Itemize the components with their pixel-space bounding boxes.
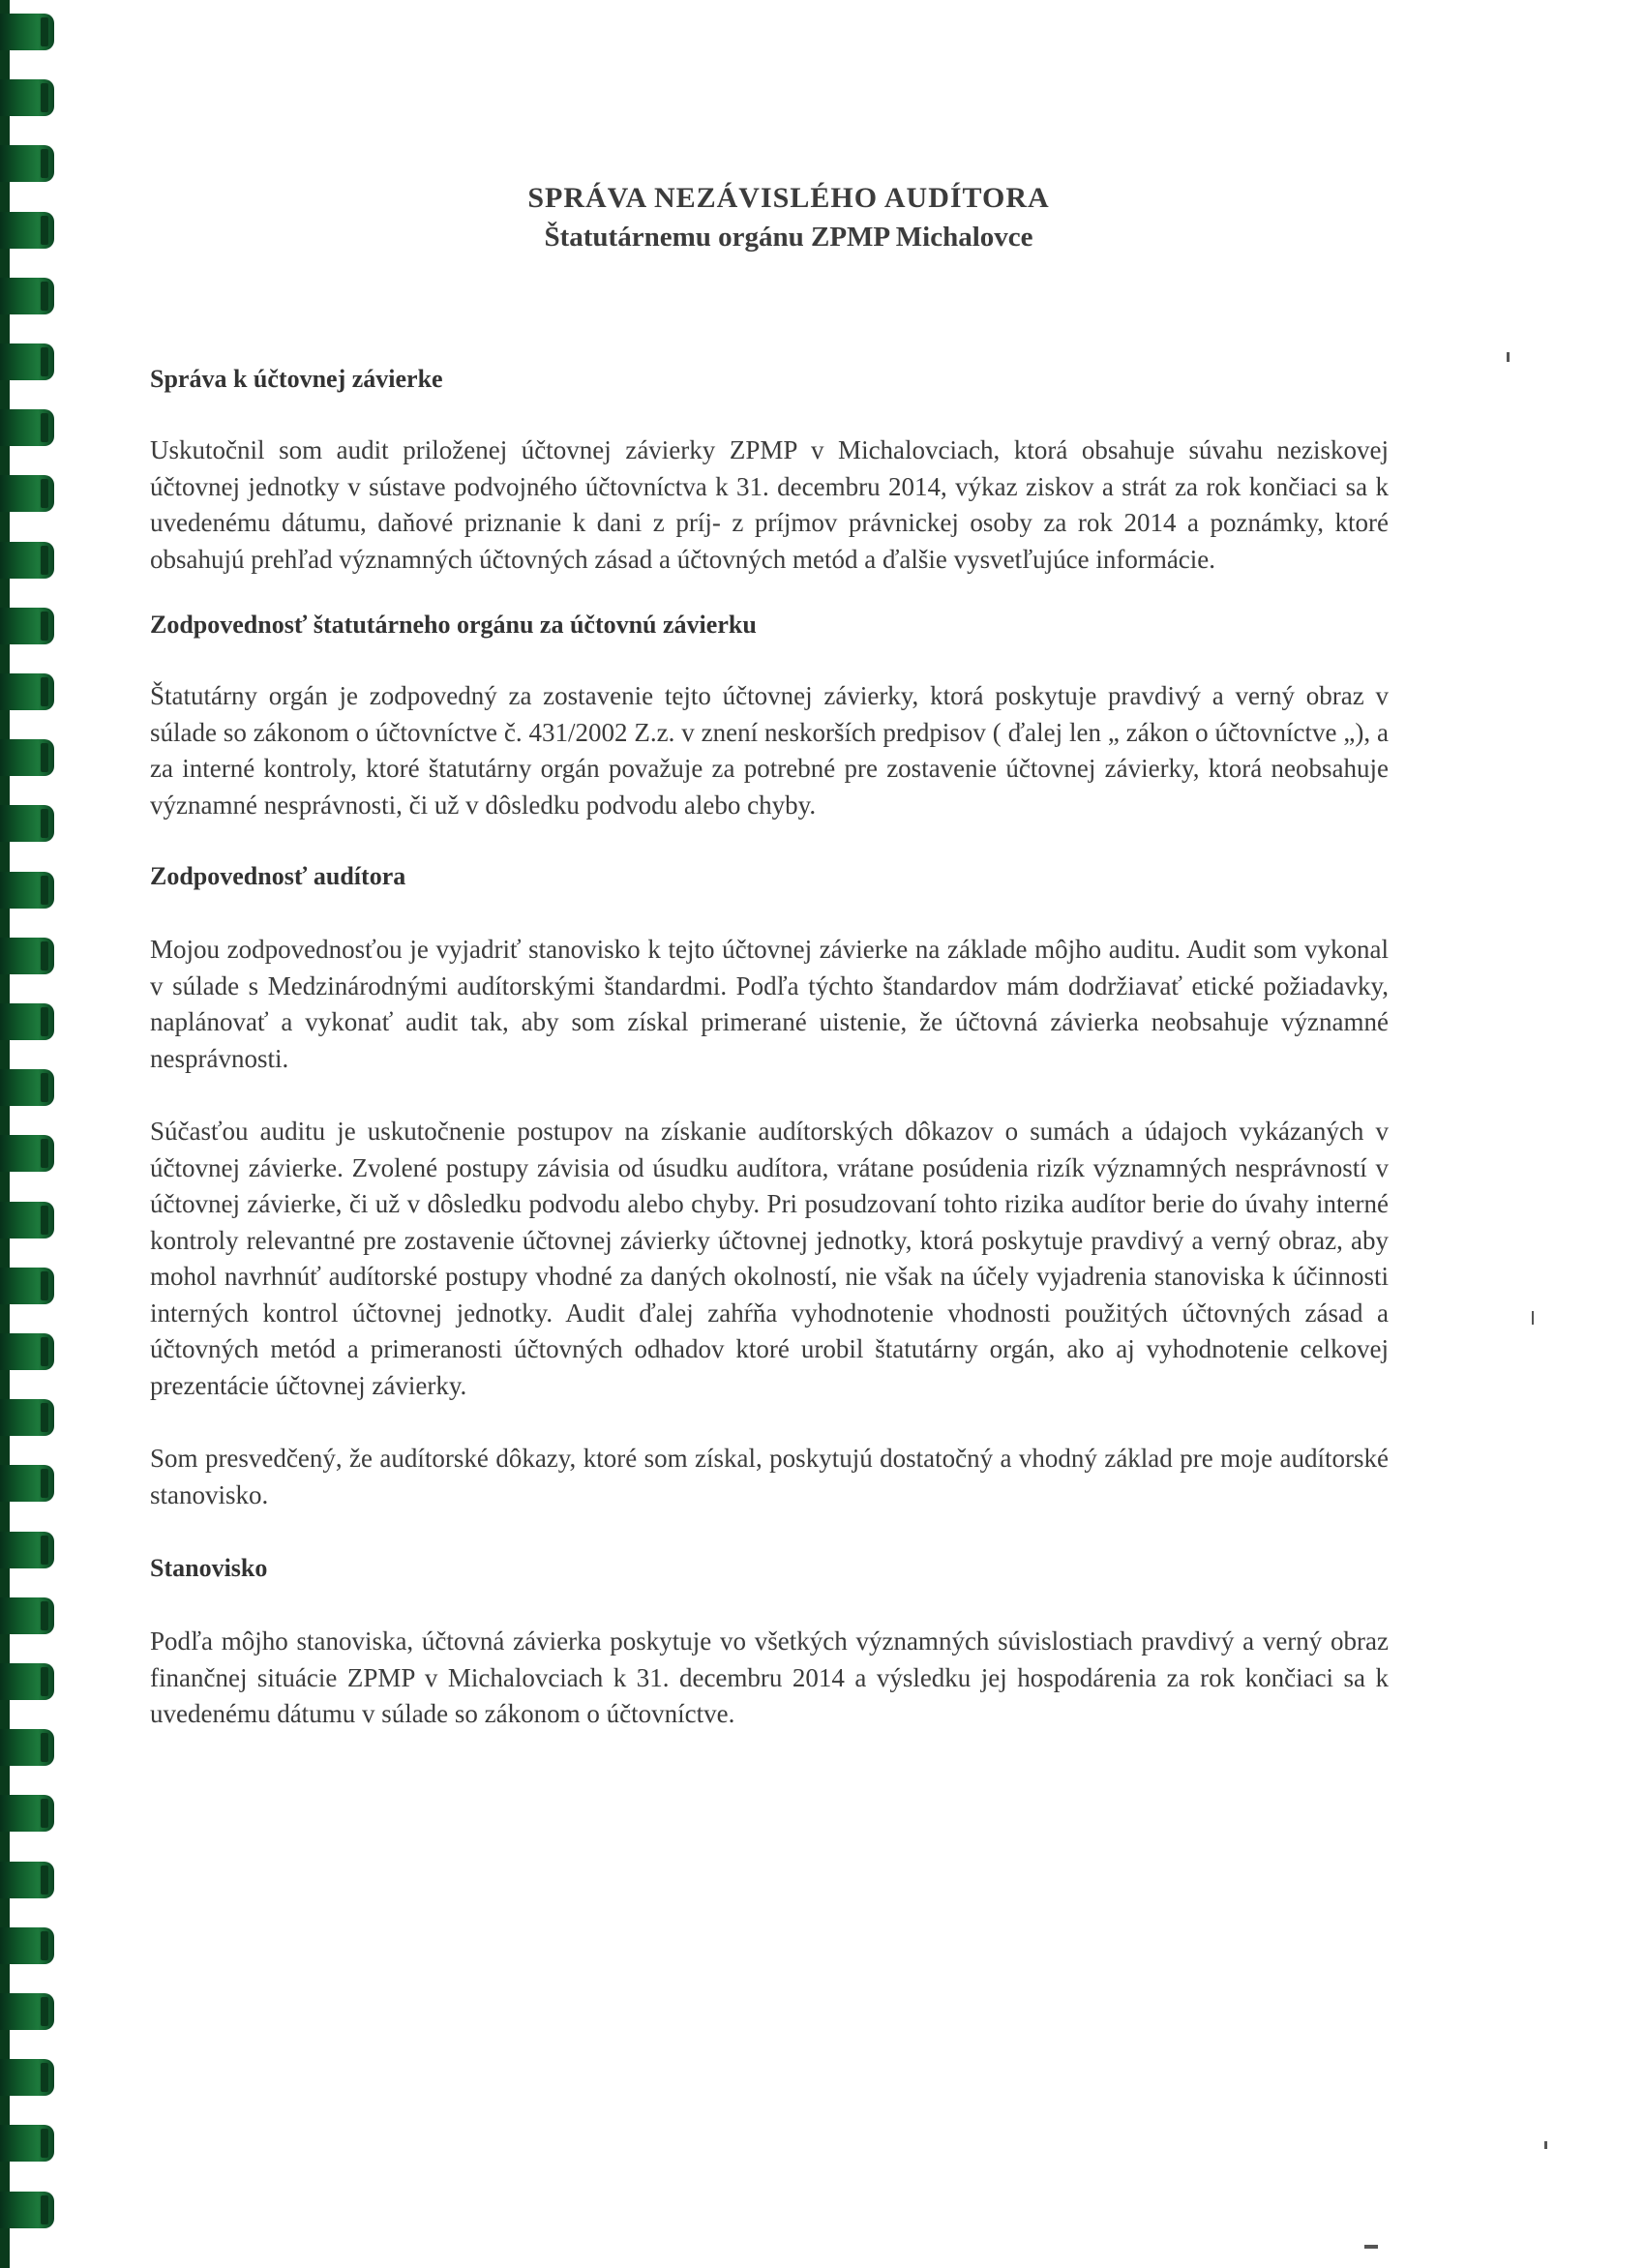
binding-ring	[0, 1268, 54, 1304]
binding-ring	[0, 1202, 54, 1238]
section-heading: Zodpovednosť štatutárneho orgánu za účtovnú závierku	[150, 611, 757, 639]
binding-ring	[0, 475, 54, 512]
binding-ring	[0, 1993, 54, 2030]
binding-ring	[0, 2059, 54, 2096]
binding-ring	[0, 1729, 54, 1766]
binding-ring	[0, 278, 54, 314]
binding-ring	[0, 2125, 54, 2162]
binding-ring	[0, 938, 54, 974]
binding-ring	[0, 212, 54, 249]
binding-ring	[0, 79, 54, 116]
scan-speck	[1364, 2245, 1378, 2249]
section-heading: Zodpovednosť audítora	[150, 862, 406, 890]
section-paragraph: Súčasťou auditu je uskutočnenie postupov na získanie audítorských dôkazov o sumách a údajoch vykázaných v účtovnej závierke. Zvolené postupy závisia od úsudku audítora, vrátane posúdenia rizík významných nesprávností v účtovnej závierke, či už v dôsledku podvodu alebo chyby. Pri posudzovaní tohto rizika audítor berie do úvahy interné kontroly relevantné pre zostavenie účtovnej závierky účtovnej jednotky, ktorá poskytuje pravdivý a verný obraz, aby mohol navrhnúť audítorské postupy vhodné za daných okolností, nie však na účely vyjadrenia stanoviska k účinnosti interných kontrol účtovnej jednotky. Audit ďalej zahŕňa vyhodnotenie vhodnosti použitých účtovných zásad a účtovných metód a primeranosti účtovných odhadov ktoré urobil štatutárny orgán, ako aj vyhodnotenie celkovej prezentácie účtovnej závierky.	[150, 1117, 1389, 1400]
binding-ring	[0, 1532, 54, 1568]
spiral-binding	[0, 0, 60, 2268]
section-heading: Stanovisko	[150, 1554, 268, 1582]
section-auditor-responsibility	[150, 860, 1389, 1513]
binding-ring	[0, 1465, 54, 1502]
binding-ring	[0, 1597, 54, 1634]
binding-ring	[0, 409, 54, 446]
section-financial-statements-report	[150, 363, 1389, 578]
section-paragraph: Mojou zodpovednosťou je vyjadriť stanovisko k tejto účtovnej závierke na základe môjho auditu. Audit som vykonal v súlade s Medzinárodnými audítorskými štandardmi. Podľa týchto štandardov mám dodržiavať etické požiadavky, naplánovať a vykonať audit tak, aby som získal primerané uistenie, že účtovná závierka neobsahuje významné nesprávnosti.	[150, 935, 1389, 1073]
binding-ring	[0, 1399, 54, 1436]
document-page	[150, 179, 1389, 1733]
binding-ring	[0, 872, 54, 909]
binding-ring	[0, 1663, 54, 1700]
section-paragraph: Podľa môjho stanoviska, účtovná závierka poskytuje vo všetkých významných súvislostiach pravdivý a verný obraz finančnej situácie ZPMP v Michalovciach k 31. decembru 2014 a výsledku jej hospodárenia za rok končiaci sa k uvedenému dátumu v súlade so zákonom o účtovníctve.	[150, 1626, 1389, 1728]
scan-speck	[1532, 1311, 1534, 1325]
section-paragraph: Uskutočnil som audit priloženej účtovnej závierky ZPMP v Michalovciach, ktorá obsahuje súvahu neziskovej účtovnej jednotky v sústave podvojného účtovníctva k 31. decembru 2014, výkaz ziskov a strát za rok končiaci sa k uvedenému dátumu, daňové priznanie k dani z príj- z príjmov právnickej osoby za rok 2014 a poznámky, ktoré obsahujú prehľad významných účtovných zásad a účtovných metód a ďalšie vysvetľujúce informácie.	[150, 435, 1389, 574]
section-paragraph: Štatutárny orgán je zodpovedný za zostavenie tejto účtovnej závierky, ktorá poskytuje pravdivý a verný obraz v súlade so zákonom o účtovníctve č. 431/2002 Z.z. v znení neskorších predpisov ( ďalej len „ zákon o účtovníctve „), a za interné kontroly, ktoré štatutárny orgán považuje za potrebné pre zostavenie účtovnej závierky, ktorá neobsahuje významné nesprávnosti, či už v dôsledku podvodu alebo chyby.	[150, 681, 1389, 820]
scan-speck	[1507, 352, 1510, 362]
binding-ring	[0, 1135, 54, 1172]
document-header	[150, 179, 1427, 256]
section-heading: Správa k účtovnej závierke	[150, 365, 443, 393]
document-title: SPRÁVA NEZÁVISLÉHO AUDÍTORA	[527, 182, 1050, 214]
binding-ring	[0, 1862, 54, 1898]
document-subtitle: Štatutárnemu orgánu ZPMP Michalovce	[544, 222, 1033, 253]
binding-ring	[0, 1003, 54, 1040]
binding-ring	[0, 673, 54, 710]
binding-ring	[0, 2192, 54, 2228]
binding-ring	[0, 608, 54, 644]
binding-ring	[0, 1069, 54, 1106]
binding-ring	[0, 343, 54, 380]
section-paragraph: Som presvedčený, že audítorské dôkazy, ktoré som získal, poskytujú dostatočný a vhodný základ pre moje audítorské stanovisko.	[150, 1444, 1389, 1509]
section-statutory-body-responsibility	[150, 609, 1389, 823]
binding-ring	[0, 145, 54, 182]
binding-ring	[0, 1927, 54, 1964]
binding-ring	[0, 805, 54, 842]
binding-ring	[0, 14, 54, 50]
binding-ring	[0, 739, 54, 776]
binding-ring	[0, 1795, 54, 1832]
section-opinion	[150, 1552, 1389, 1733]
scan-speck	[1544, 2141, 1547, 2149]
binding-ring	[0, 542, 54, 579]
binding-ring	[0, 1333, 54, 1370]
